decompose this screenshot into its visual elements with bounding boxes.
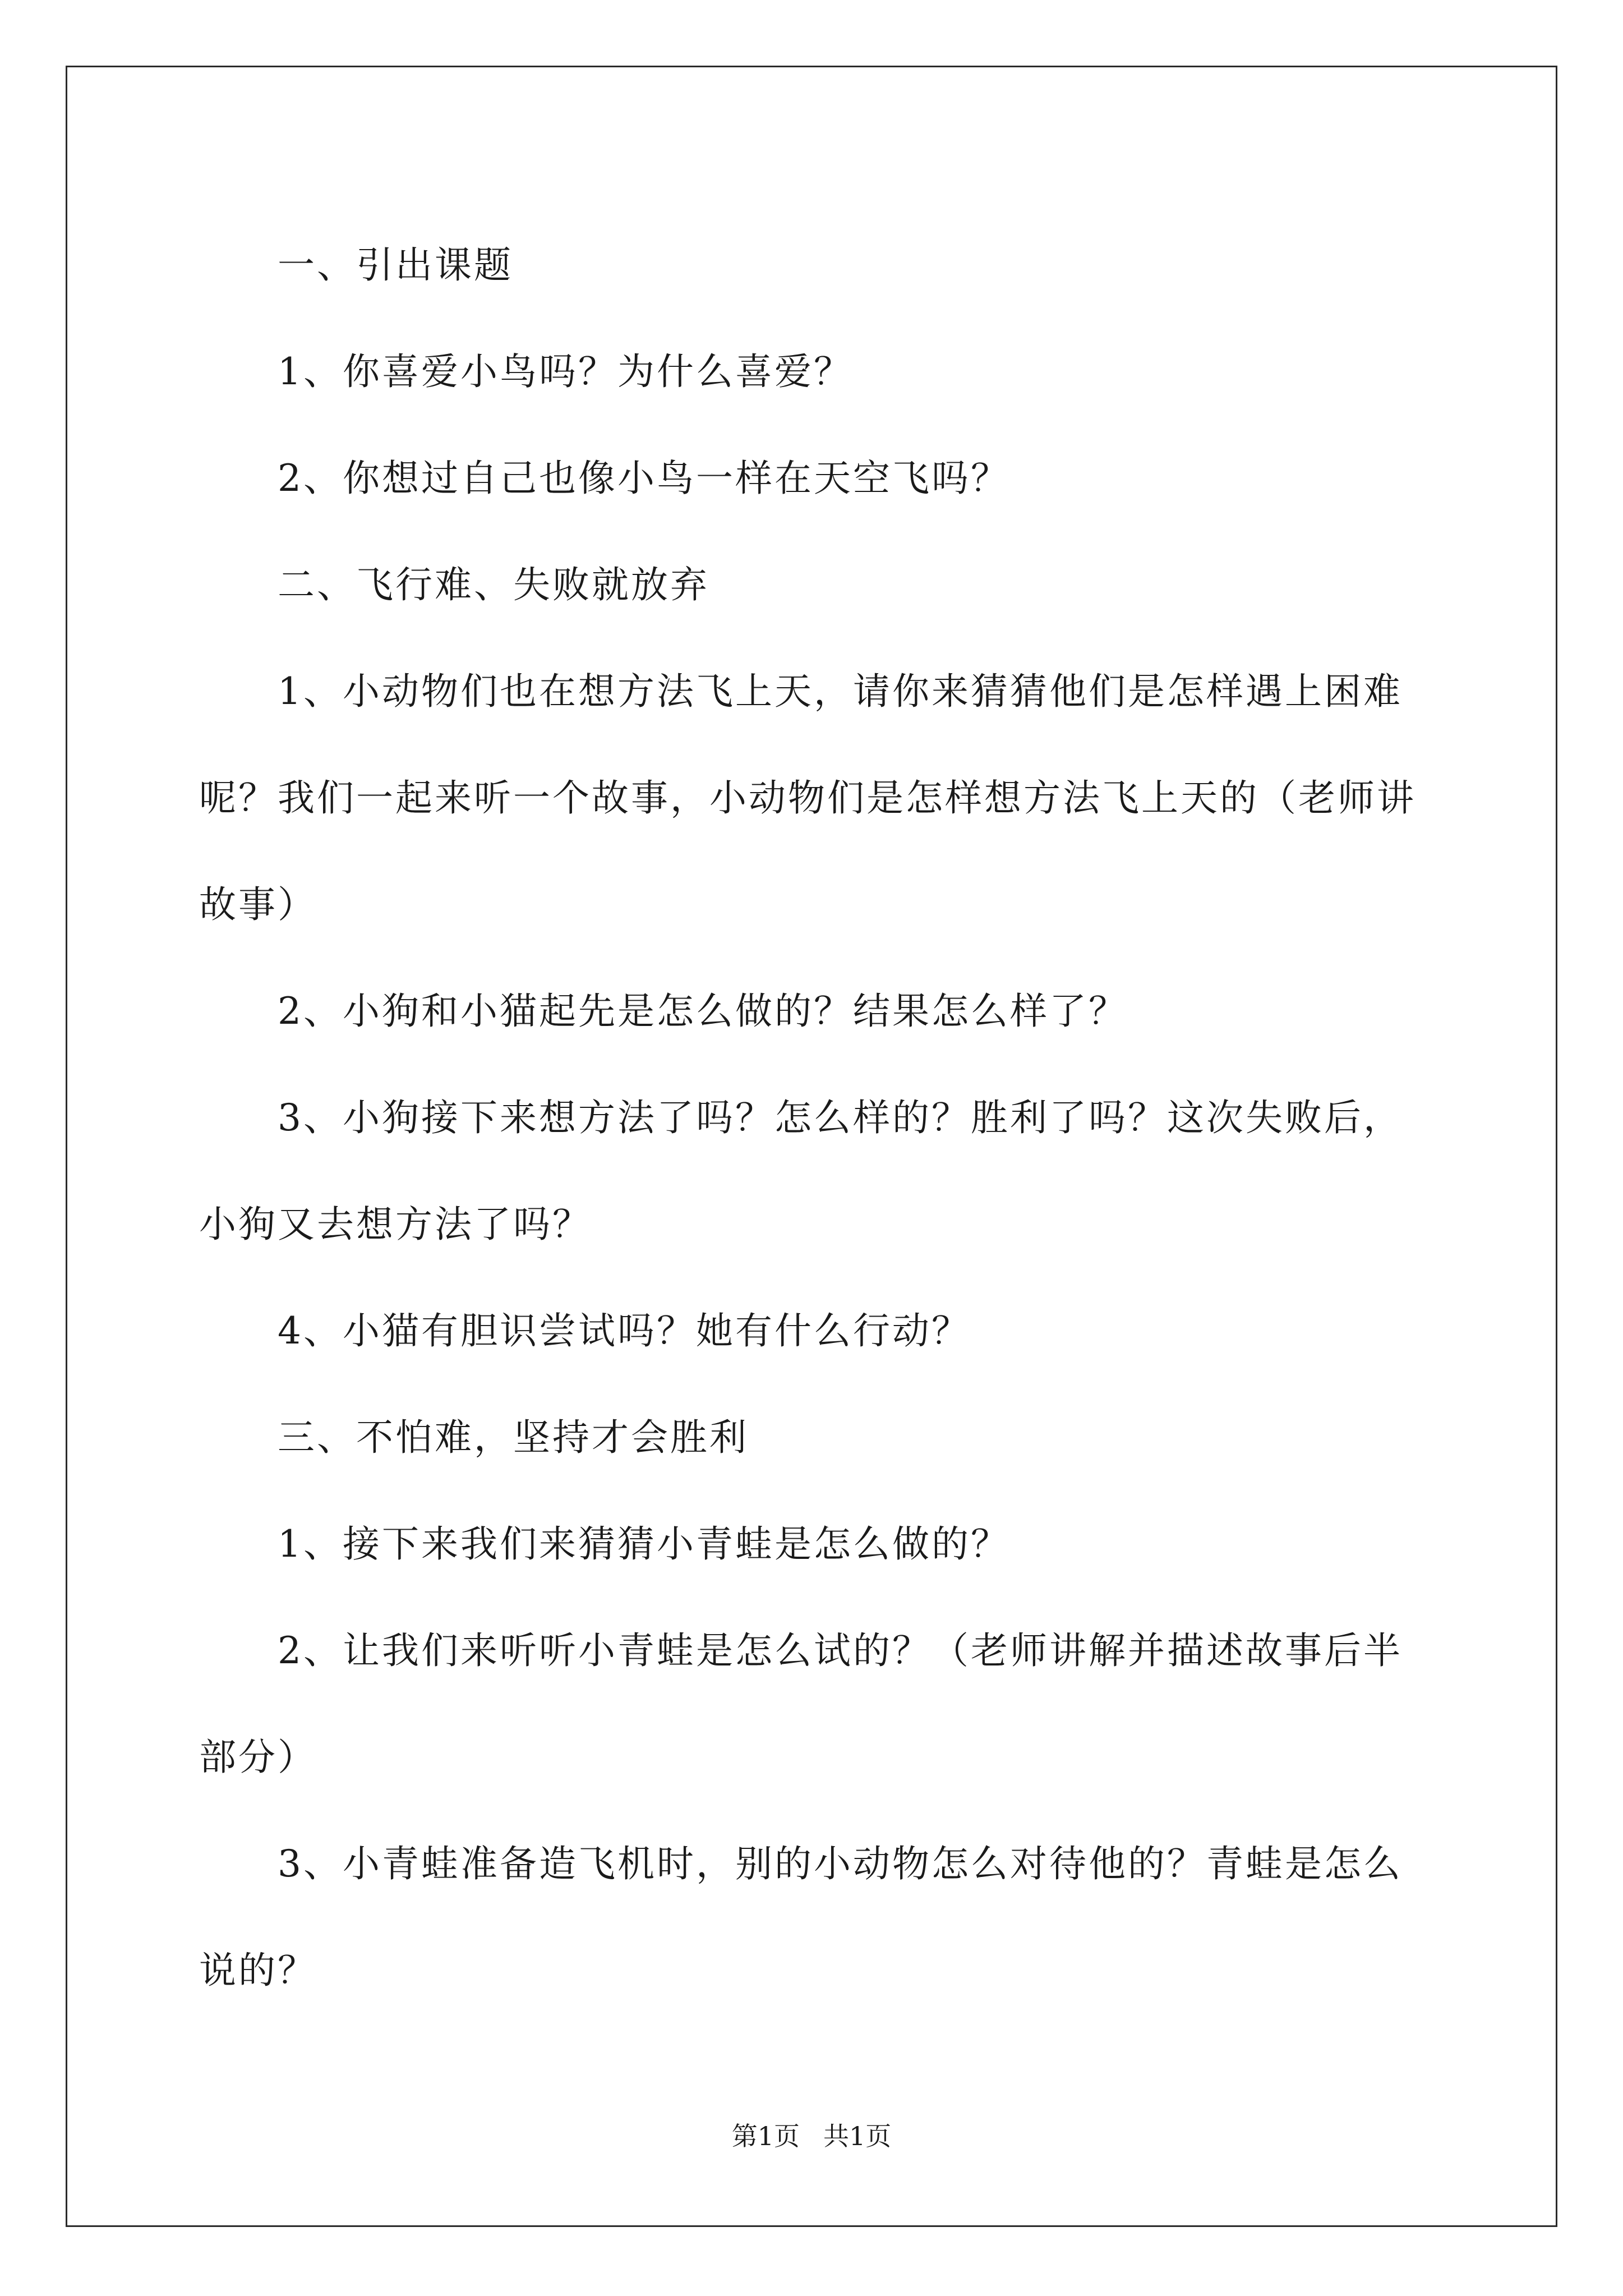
paragraph: 3、小狗接下来想方法了吗？怎么样的？胜利了吗？这次失败后，小狗又去想方法了吗？ bbox=[199, 1096, 1403, 1246]
page-number-total: 共1页 bbox=[823, 2121, 892, 2151]
paragraph: 2、小狗和小猫起先是怎么做的？结果怎么样了？ bbox=[278, 990, 1128, 1033]
paragraph: 4、小猫有胆识尝试吗？她有什么行动？ bbox=[278, 1309, 971, 1352]
heading-section-3: 三、不怕难，坚持才会胜利 bbox=[278, 1416, 749, 1459]
paragraph: 2、你想过自己也像小鸟一样在天空飞吗？ bbox=[278, 457, 1010, 500]
heading-section-2: 二、飞行难、失败就放弃 bbox=[278, 563, 709, 606]
heading-section-1: 一、引出课题 bbox=[278, 243, 513, 287]
document-body bbox=[199, 212, 1440, 2024]
paragraph: 1、小动物们也在想方法飞上天，请你来猜猜他们是怎样遇上困难呢？我们一起来听一个故事，小动物们是怎样想方法飞上天的（老师讲故事） bbox=[199, 670, 1416, 926]
paragraph: 1、你喜爱小鸟吗？为什么喜爱？ bbox=[278, 350, 853, 393]
paragraph: 2、让我们来听听小青蛙是怎么试的？（老师讲解并描述故事后半部分） bbox=[199, 1629, 1403, 1779]
paragraph: 3、小青蛙准备造飞机时，别的小动物怎么对待他的？青蛙是怎么说的？ bbox=[199, 1842, 1403, 1992]
page-number-current: 第1页 bbox=[731, 2121, 800, 2151]
page-footer bbox=[0, 2116, 1623, 2153]
paragraph: 1、接下来我们来猜猜小青蛙是怎么做的？ bbox=[278, 1522, 1010, 1566]
